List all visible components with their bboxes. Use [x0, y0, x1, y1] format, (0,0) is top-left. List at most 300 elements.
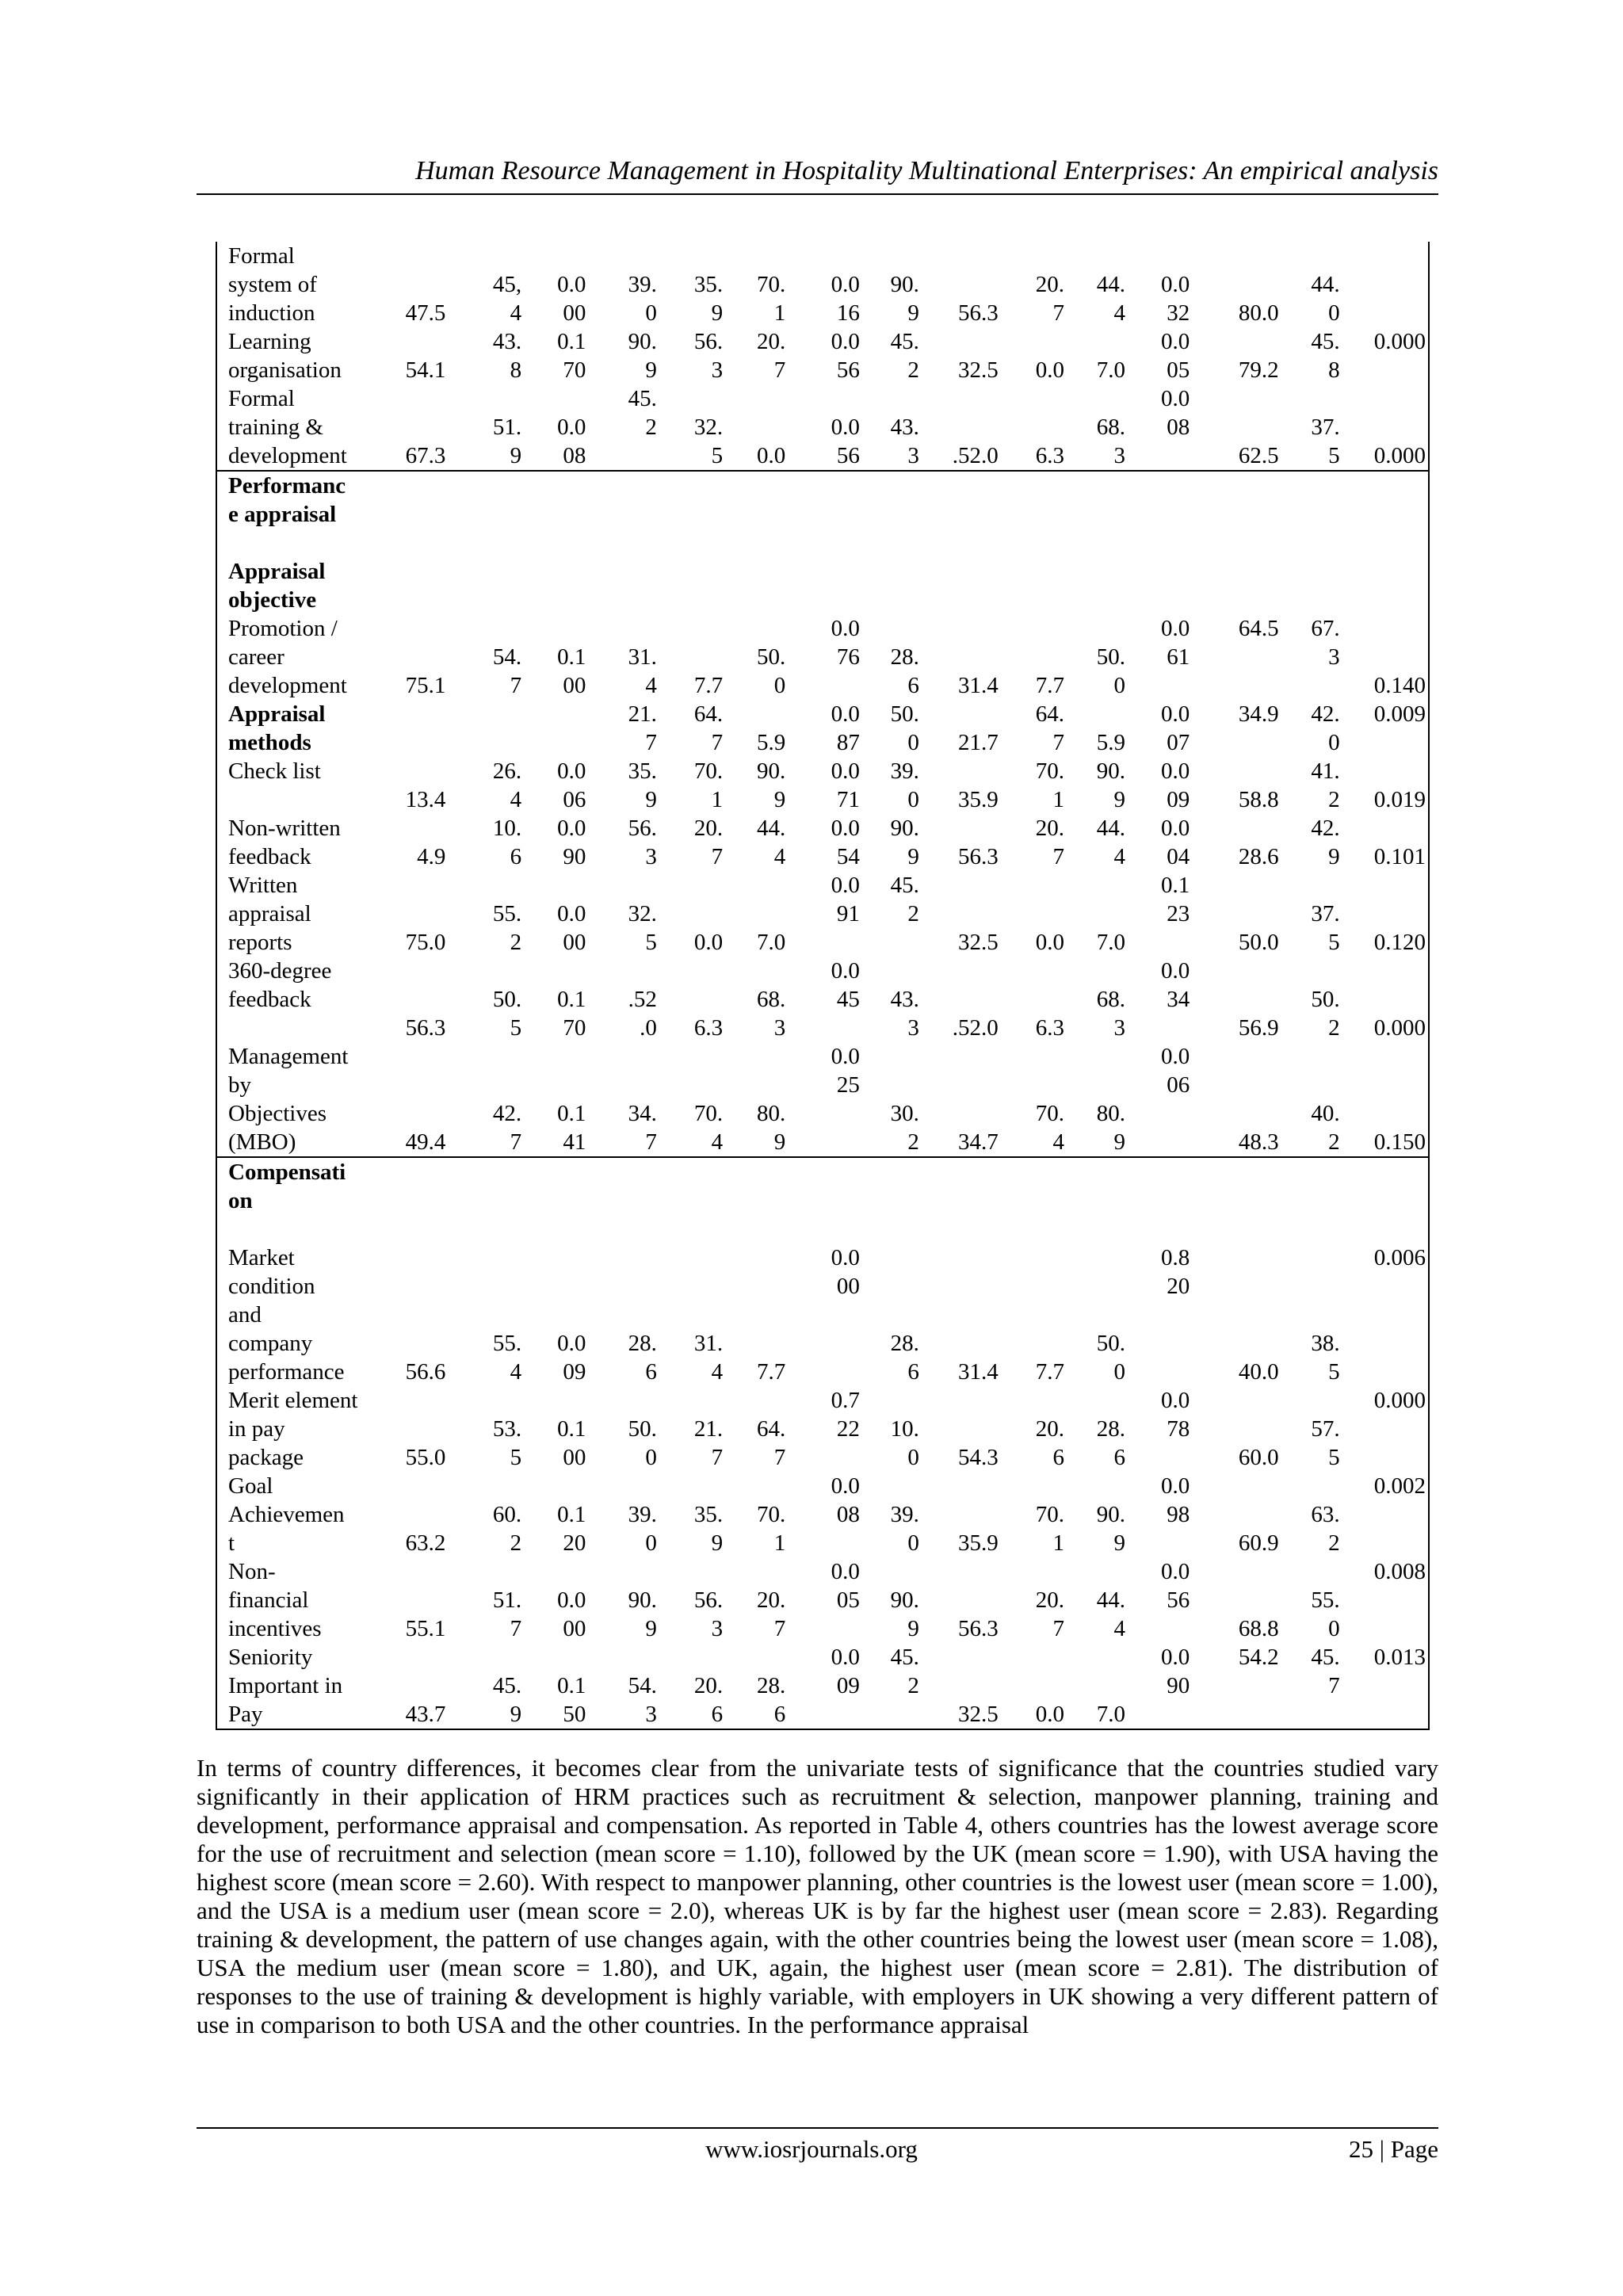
value-cell: 0.008	[1373, 1559, 1426, 1584]
value-cell	[1128, 1099, 1192, 1128]
value-cell	[524, 529, 588, 557]
value-cell	[1192, 413, 1281, 441]
row-label-cell: financial	[228, 1587, 309, 1613]
value-cell	[372, 1099, 449, 1128]
row-label-cell: methods	[228, 730, 311, 755]
value-cell	[372, 1586, 449, 1614]
table-row	[217, 1700, 1428, 1729]
value-cell	[1342, 1071, 1428, 1099]
value-cell: 5	[1328, 1359, 1340, 1385]
value-cell: 21.	[693, 1416, 724, 1442]
value-cell	[1067, 242, 1128, 270]
value-cell	[372, 270, 449, 299]
value-cell	[659, 500, 725, 529]
value-cell: 64.	[756, 1416, 786, 1442]
value-cell	[1342, 1272, 1428, 1301]
value-cell: 54.1	[405, 357, 446, 383]
value-cell	[922, 643, 1001, 671]
value-cell	[1342, 871, 1428, 900]
value-cell	[922, 413, 1001, 441]
value-cell	[524, 1386, 588, 1415]
value-cell: 6	[711, 1702, 724, 1727]
value-cell	[788, 1014, 862, 1042]
table-row	[217, 299, 1428, 327]
value-cell: 20.	[693, 816, 724, 841]
row-label-cell: Appraisal	[228, 559, 326, 584]
value-cell	[1001, 384, 1067, 413]
row-label-cell: feedback	[228, 844, 311, 869]
value-cell	[862, 614, 922, 643]
value-cell: 39.	[628, 272, 657, 297]
value-cell: 34	[1167, 987, 1190, 1012]
value-cell	[448, 1301, 524, 1329]
value-cell: 56.9	[1238, 1015, 1279, 1041]
value-cell	[1001, 471, 1067, 500]
value-cell: 70	[563, 1015, 586, 1041]
value-cell: 23	[1167, 901, 1190, 926]
table-row	[217, 814, 1428, 842]
value-cell: 3	[645, 844, 657, 869]
value-cell: 43.	[492, 329, 522, 354]
row-label-cell: system of	[228, 272, 317, 297]
value-cell	[862, 1186, 922, 1215]
value-cell	[588, 1186, 659, 1215]
value-cell	[1192, 1472, 1281, 1500]
value-cell: 37.	[1311, 415, 1340, 440]
value-cell	[372, 1157, 449, 1186]
value-cell: 30.	[890, 1101, 919, 1126]
value-cell: 3	[645, 1702, 657, 1727]
value-cell	[659, 384, 725, 413]
value-cell	[1067, 871, 1128, 900]
value-cell: 39.	[628, 1502, 657, 1527]
value-cell: 8	[510, 357, 522, 383]
value-cell: 0.0	[1160, 758, 1190, 784]
value-cell	[448, 1071, 524, 1099]
table-row	[217, 1557, 1428, 1586]
value-cell	[524, 242, 588, 270]
value-cell	[922, 1500, 1001, 1529]
value-cell: 20.	[756, 329, 786, 354]
value-cell: 50.	[1096, 1331, 1126, 1356]
table-row	[217, 785, 1428, 814]
value-cell	[1067, 500, 1128, 529]
value-cell	[372, 557, 449, 586]
value-cell	[725, 413, 788, 441]
value-cell	[862, 1071, 922, 1099]
value-cell: 7	[711, 730, 724, 755]
value-cell: 9	[907, 1616, 919, 1641]
value-cell: 5	[510, 1015, 522, 1041]
value-cell: 05	[1167, 357, 1190, 383]
value-cell: 4	[1113, 1616, 1126, 1641]
value-cell: 58.8	[1238, 787, 1279, 812]
table-row	[217, 327, 1428, 356]
value-cell: 28.	[1096, 1416, 1126, 1442]
value-cell: 44.	[756, 816, 786, 841]
value-cell: 45.	[890, 873, 919, 898]
value-cell: 0.0	[831, 272, 860, 297]
value-cell: 56.	[628, 816, 657, 841]
value-cell	[1342, 1358, 1428, 1386]
table-row	[217, 757, 1428, 785]
value-cell: 71	[836, 787, 860, 812]
value-cell: 70.	[1035, 1101, 1065, 1126]
value-cell: 0	[907, 1530, 919, 1556]
value-cell: 57.	[1311, 1416, 1340, 1442]
value-cell	[1192, 1415, 1281, 1443]
value-cell: 7.7	[1035, 673, 1065, 698]
value-cell	[1001, 1472, 1067, 1500]
value-cell	[725, 1186, 788, 1215]
value-cell: 70.	[693, 1101, 724, 1126]
value-cell: 79.2	[1238, 357, 1279, 383]
value-cell: 90.	[628, 1587, 657, 1613]
value-cell: 20.	[1035, 1587, 1065, 1613]
value-cell	[1001, 327, 1067, 356]
value-cell	[1281, 1215, 1342, 1244]
value-cell: 39.	[890, 758, 919, 784]
value-cell	[659, 1215, 725, 1244]
table-row	[217, 529, 1428, 557]
value-cell: 21.	[628, 701, 657, 727]
value-cell	[448, 614, 524, 643]
value-cell: 7	[1052, 1616, 1065, 1641]
table-row	[217, 957, 1428, 985]
table-row	[217, 1671, 1428, 1700]
value-cell: 8	[1328, 357, 1340, 383]
value-cell	[659, 557, 725, 586]
value-cell	[1001, 871, 1067, 900]
value-cell	[922, 700, 1001, 728]
value-cell: 6	[907, 673, 919, 698]
value-cell: 0.0	[1160, 1645, 1190, 1670]
value-cell: 0.150	[1373, 1129, 1426, 1155]
value-cell	[372, 1244, 449, 1272]
value-cell: 35.	[693, 1502, 724, 1527]
value-cell	[725, 1272, 788, 1301]
value-cell: 41	[563, 1129, 586, 1155]
value-cell	[1342, 1042, 1428, 1071]
value-cell	[922, 1272, 1001, 1301]
value-cell	[922, 1042, 1001, 1071]
value-cell: 0	[645, 1445, 657, 1470]
value-cell	[725, 1386, 788, 1415]
value-cell	[725, 1329, 788, 1358]
value-cell	[1281, 871, 1342, 900]
value-cell	[524, 384, 588, 413]
value-cell: 08	[1167, 415, 1190, 440]
value-cell: 40.	[1311, 1101, 1340, 1126]
footer-url: www.iosrjournals.org	[705, 2135, 918, 2163]
value-cell: 56.6	[405, 1359, 446, 1385]
value-cell: 7	[773, 357, 786, 383]
value-cell	[725, 384, 788, 413]
value-cell	[372, 700, 449, 728]
value-cell: 9	[773, 787, 786, 812]
value-cell	[659, 900, 725, 928]
row-label-cell: package	[228, 1445, 304, 1470]
value-cell	[659, 1272, 725, 1301]
value-cell	[788, 1301, 862, 1329]
value-cell	[1342, 957, 1428, 985]
value-cell: 50.	[756, 644, 786, 670]
table-row	[217, 1099, 1428, 1128]
value-cell	[1281, 586, 1342, 614]
value-cell: 08	[836, 1502, 860, 1527]
row-label-cell: appraisal	[228, 901, 311, 926]
value-cell	[372, 586, 449, 614]
value-cell: 0	[1328, 300, 1340, 326]
value-cell	[788, 671, 862, 700]
value-cell: 0.0	[831, 701, 860, 727]
value-cell	[1281, 1301, 1342, 1329]
value-cell: 0.0	[831, 758, 860, 784]
value-cell	[1067, 614, 1128, 643]
value-cell	[1192, 671, 1281, 700]
value-cell: 50.	[890, 701, 919, 727]
value-cell: 0.0	[831, 1559, 860, 1584]
row-label-cell: Learning	[228, 329, 311, 354]
value-cell	[372, 1272, 449, 1301]
value-cell	[1192, 1671, 1281, 1700]
value-cell: 55.1	[405, 1616, 446, 1641]
value-cell	[725, 586, 788, 614]
value-cell	[588, 614, 659, 643]
value-cell: 07	[1167, 730, 1190, 755]
value-cell: 56.3	[958, 300, 999, 326]
value-cell	[524, 1157, 588, 1186]
value-cell	[372, 643, 449, 671]
value-cell: 9	[711, 300, 724, 326]
value-cell: 7	[1052, 300, 1065, 326]
value-cell	[1342, 814, 1428, 842]
value-cell	[372, 1042, 449, 1071]
table-row	[217, 1386, 1428, 1415]
value-cell	[725, 1301, 788, 1329]
value-cell	[862, 1157, 922, 1186]
value-cell: 98	[1167, 1502, 1190, 1527]
value-cell	[588, 471, 659, 500]
value-cell	[1281, 1472, 1342, 1500]
value-cell	[1281, 242, 1342, 270]
row-label-cell: Market	[228, 1245, 295, 1270]
value-cell: 4	[773, 844, 786, 869]
value-cell: 90	[1167, 1673, 1190, 1698]
value-cell: 2	[907, 901, 919, 926]
value-cell: 0.0	[557, 816, 586, 841]
value-cell: 0.1	[557, 1101, 586, 1126]
row-label-cell: organisation	[228, 357, 342, 383]
value-cell	[1281, 529, 1342, 557]
value-cell	[588, 1042, 659, 1071]
value-cell: 31.	[693, 1331, 724, 1356]
value-cell	[372, 985, 449, 1014]
value-cell	[922, 1157, 1001, 1186]
value-cell	[1128, 928, 1192, 957]
value-cell: 70.	[693, 758, 724, 784]
value-cell: 90.	[756, 758, 786, 784]
value-cell	[588, 1272, 659, 1301]
value-cell	[862, 384, 922, 413]
value-cell: 78	[1167, 1416, 1190, 1442]
value-cell: 21.7	[958, 730, 999, 755]
table-row	[217, 413, 1428, 441]
value-cell: 70.	[1035, 1502, 1065, 1527]
value-cell	[1128, 500, 1192, 529]
value-cell	[372, 1071, 449, 1099]
value-cell: 28.	[628, 1331, 657, 1356]
value-cell: 54	[836, 844, 860, 869]
value-cell	[1067, 1215, 1128, 1244]
value-cell	[588, 1557, 659, 1586]
value-cell	[659, 586, 725, 614]
value-cell: 7.0	[1096, 930, 1126, 955]
value-cell: 28.	[890, 1331, 919, 1356]
value-cell: 35.9	[958, 787, 999, 812]
value-cell: 7	[1328, 1673, 1340, 1698]
value-cell: 06	[563, 787, 586, 812]
value-cell	[372, 327, 449, 356]
value-cell	[1281, 1272, 1342, 1301]
value-cell: 2	[1328, 1530, 1340, 1556]
value-cell: 0.0	[1035, 357, 1065, 383]
value-cell	[862, 1244, 922, 1272]
row-label-cell: (MBO)	[228, 1129, 296, 1155]
value-cell: 76	[836, 644, 860, 670]
value-cell: 0.140	[1373, 673, 1426, 698]
value-cell	[372, 1215, 449, 1244]
value-cell: 0.0	[831, 329, 860, 354]
value-cell: 09	[563, 1359, 586, 1385]
value-cell	[1342, 900, 1428, 928]
row-label-cell: Check list	[228, 758, 321, 784]
value-cell	[588, 242, 659, 270]
value-cell: 0.0	[831, 958, 860, 984]
value-cell: 20	[563, 1530, 586, 1556]
value-cell	[448, 1643, 524, 1671]
value-cell	[1281, 1186, 1342, 1215]
value-cell	[1067, 327, 1128, 356]
value-cell	[524, 1244, 588, 1272]
value-cell	[448, 529, 524, 557]
value-cell: 3	[711, 357, 724, 383]
value-cell: 2	[1328, 787, 1340, 812]
value-cell	[922, 242, 1001, 270]
table-row	[217, 1586, 1428, 1614]
value-cell	[1342, 356, 1428, 384]
value-cell: 68.	[756, 987, 786, 1012]
row-label-cell: Achievemen	[228, 1502, 345, 1527]
row-label-cell: Compensati	[217, 1157, 372, 1186]
table-row	[217, 643, 1428, 671]
value-cell: 0.101	[1373, 844, 1426, 869]
value-cell: 56	[1167, 1587, 1190, 1613]
value-cell	[862, 1042, 922, 1071]
value-cell	[1001, 242, 1067, 270]
value-cell	[1192, 871, 1281, 900]
value-cell	[1192, 384, 1281, 413]
value-cell	[1342, 1157, 1428, 1186]
value-cell: 51.	[492, 1587, 522, 1613]
value-cell: 9	[645, 787, 657, 812]
value-cell: 70	[563, 357, 586, 383]
value-cell: 0.0	[557, 758, 586, 784]
value-cell	[788, 928, 862, 957]
value-cell: 09	[836, 1673, 860, 1698]
footer-page-number: 25 | Page	[1349, 2135, 1438, 2163]
value-cell	[725, 700, 788, 728]
value-cell	[1001, 957, 1067, 985]
row-label-cell: t	[228, 1530, 235, 1556]
value-cell	[862, 242, 922, 270]
value-cell: 7	[773, 1616, 786, 1641]
value-cell	[588, 1643, 659, 1671]
value-cell: 6	[1052, 1445, 1065, 1470]
value-cell	[1342, 728, 1428, 757]
value-cell	[1192, 1700, 1281, 1729]
value-cell	[448, 1244, 524, 1272]
value-cell	[1281, 557, 1342, 586]
value-cell: .0	[640, 1015, 657, 1041]
value-cell	[588, 529, 659, 557]
value-cell: 08	[563, 443, 586, 468]
value-cell	[1128, 1128, 1192, 1157]
value-cell: 64.	[1035, 701, 1065, 727]
value-cell	[588, 500, 659, 529]
value-cell	[372, 500, 449, 529]
value-cell	[1067, 1386, 1128, 1415]
row-label-cell: by	[228, 1072, 251, 1098]
value-cell	[372, 728, 449, 757]
value-cell	[1001, 557, 1067, 586]
value-cell: 0.7	[831, 1388, 860, 1413]
table-row	[217, 1071, 1428, 1099]
value-cell: 50.	[492, 987, 522, 1012]
value-cell: 3	[1328, 644, 1340, 670]
value-cell: 00	[563, 1616, 586, 1641]
value-cell: 28.	[890, 644, 919, 670]
value-cell	[922, 384, 1001, 413]
row-label-cell: Promotion /	[228, 616, 338, 641]
value-cell: 0.000	[1373, 329, 1426, 354]
value-cell	[588, 586, 659, 614]
value-cell	[1192, 757, 1281, 785]
value-cell	[922, 1329, 1001, 1358]
value-cell: 00	[563, 1445, 586, 1470]
value-cell: 0.0	[1160, 329, 1190, 354]
value-cell: 60.	[492, 1502, 522, 1527]
value-cell	[1342, 557, 1428, 586]
value-cell: 0.0	[831, 1473, 860, 1499]
table-row	[217, 1358, 1428, 1386]
value-cell	[1067, 957, 1128, 985]
table-row	[217, 384, 1428, 413]
value-cell	[1067, 1186, 1128, 1215]
value-cell	[862, 1272, 922, 1301]
value-cell	[372, 871, 449, 900]
value-cell: 0.0	[831, 616, 860, 641]
value-cell: 25	[836, 1072, 860, 1098]
row-label-cell: Pay	[228, 1702, 263, 1727]
table-row	[217, 728, 1428, 757]
value-cell: 64.	[693, 701, 724, 727]
value-cell	[1192, 1500, 1281, 1529]
value-cell: 49.4	[405, 1129, 446, 1155]
value-cell: 00	[563, 930, 586, 955]
value-cell	[1192, 270, 1281, 299]
value-cell: 7	[711, 1445, 724, 1470]
